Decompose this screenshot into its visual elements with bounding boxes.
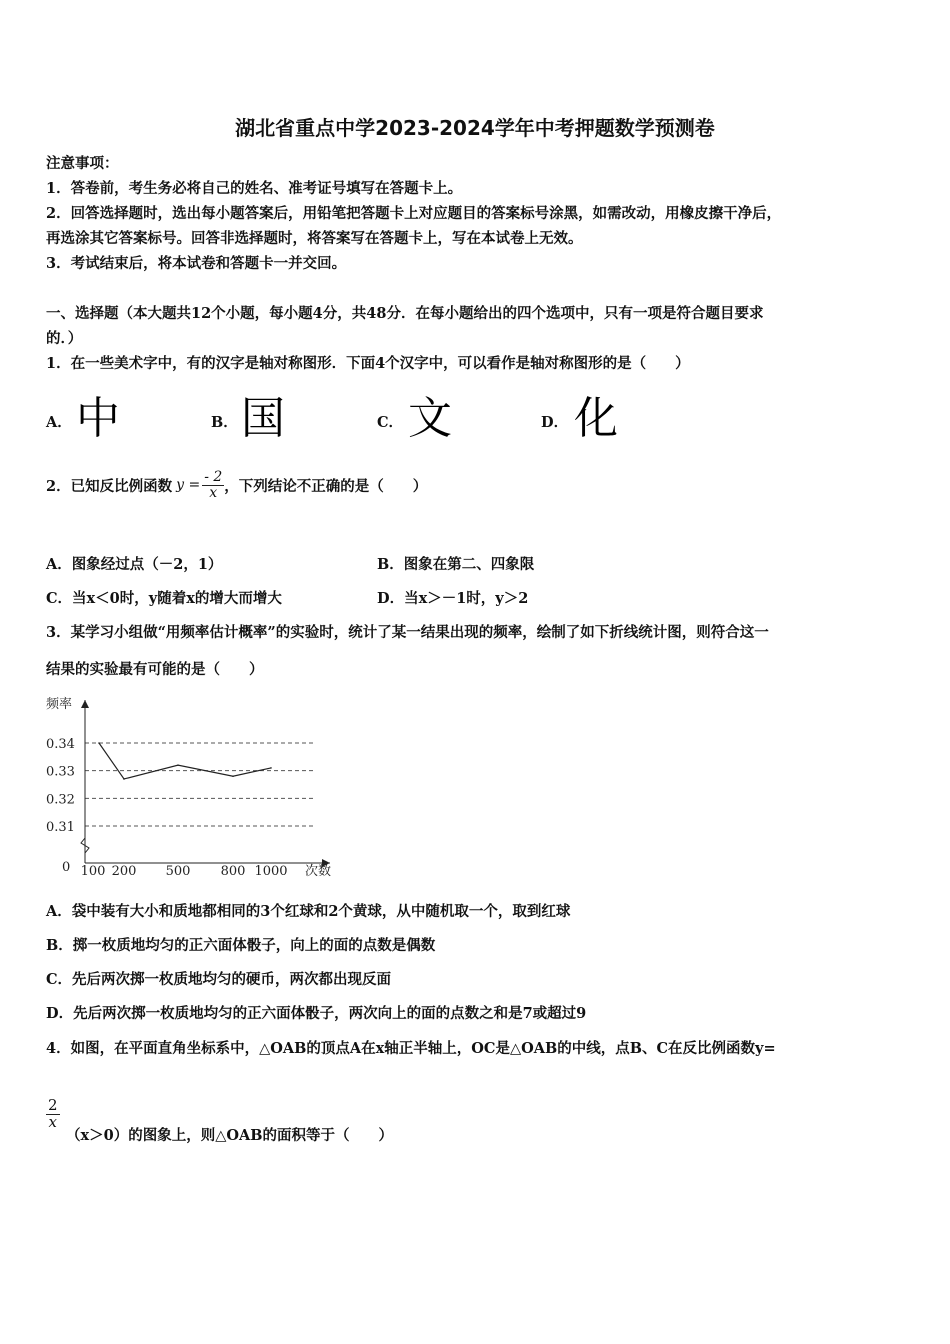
frequency-line-chart	[40, 688, 350, 883]
q4-stem-cont: （x＞0）的图象上，则△OAB的面积等于（ ）	[66, 1127, 394, 1144]
q1-stem: 1．在一些美术字中，有的汉字是轴对称图形．下面4个汉字中，可以看作是轴对称图形的是（ ）	[46, 355, 690, 372]
q3-stem: 3．某学习小组做“用频率估计概率”的实验时，统计了某一结果出现的频率，绘制了如下折线统计图，则符合这一	[46, 624, 769, 641]
q3-option-a: A．袋中装有大小和质地都相同的3个红球和2个黄球，从中随机取一个，取到红球	[46, 903, 571, 920]
q2-option-c: C．当x＜0时，y随着x的增大而增大	[46, 590, 282, 607]
q2-fraction-denominator: x	[209, 484, 218, 501]
data-point-100	[98, 742, 100, 744]
q1-option-a-char: 中	[76, 393, 120, 444]
q2-stem	[46, 470, 427, 500]
notice-item-3: 3．考试结束后，将本试卷和答题卡一并交回。	[46, 255, 347, 272]
q2-stem-after: ，下列结论不正确的是（ ）	[224, 477, 428, 495]
y-tick-label-0.33: 0.33	[46, 764, 75, 780]
q1-option-c-char: 文	[408, 393, 452, 444]
q2-option-a: A．图象经过点（－2，1）	[46, 556, 223, 573]
y-tick-label-0.34: 0.34	[46, 737, 75, 752]
x-tick-label-1000: 1000	[254, 864, 288, 879]
y-tick-label-0.32: 0.32	[46, 792, 75, 808]
data-point-500	[177, 764, 179, 766]
q3-option-c: C．先后两次掷一枚质地均匀的硬币，两次都出现反面	[46, 971, 392, 988]
q4-fraction	[46, 1098, 60, 1131]
q2-function-lhs: y =	[176, 477, 201, 494]
frequency-series-line	[99, 743, 271, 779]
notice-item-2: 2．回答选择题时，选出每小题答案后，用铅笔把答题卡上对应题目的答案标号涂黑，如需改动，用橡皮擦干净后，	[46, 205, 782, 222]
q4-fraction-body	[46, 1098, 60, 1131]
x-tick-label-200: 200	[111, 864, 137, 879]
y-axis-label: 频率	[46, 697, 73, 712]
q1-option-c-label: C．	[377, 414, 404, 431]
q2-option-d: D．当x＞－1时，y＞2	[377, 590, 529, 607]
x-tick-label-800: 800	[220, 864, 246, 879]
section-heading: 一、选择题（本大题共12个小题，每小题4分，共48分．在每小题给出的四个选项中，只有一项是符合题目要求	[46, 305, 764, 322]
page-title: 湖北省重点中学2023-2024学年中考押题数学预测卷	[235, 116, 715, 140]
q4-fraction-denominator: x	[48, 1112, 57, 1131]
q1-option-b-char: 国	[241, 393, 285, 444]
q3-option-d: D．先后两次掷一枚质地均匀的正六面体骰子，两次向上的面的点数之和是7或超过9	[46, 1005, 587, 1022]
q4-fraction-numerator: 2	[48, 1096, 58, 1114]
q2-option-b: B．图象在第二、四象限	[377, 556, 535, 573]
x-tick-label-500: 500	[165, 864, 191, 879]
q2-function-fraction	[202, 470, 224, 500]
y-axis-arrow	[81, 700, 89, 708]
q4-stem: 4．如图，在平面直角坐标系中，△OAB的顶点A在x轴正半轴上，OC是△OAB的中线，点B、C在反比例函数y=	[46, 1040, 776, 1057]
x-axis-label: 次数	[305, 864, 332, 879]
data-point-800	[232, 775, 234, 777]
section-heading-cont: 的．）	[46, 330, 83, 347]
data-point-200	[123, 778, 125, 780]
notice-heading: 注意事项：	[46, 155, 119, 172]
origin-label: 0	[62, 860, 71, 875]
q2-fraction-numerator: - 2	[204, 469, 223, 485]
notice-item-1: 1．答卷前，考生务必将自己的姓名、准考证号填写在答题卡上。	[46, 180, 463, 197]
q1-option-d-label: D．	[541, 414, 569, 431]
y-tick-label-0.31: 0.31	[46, 820, 75, 835]
q1-option-a-label: A．	[46, 414, 72, 431]
q3-stem-cont: 结果的实验最有可能的是（ ）	[46, 661, 264, 678]
q1-option-d-char: 化	[574, 393, 618, 444]
x-tick-label-100: 100	[80, 864, 106, 879]
q1-option-b-label: B．	[211, 414, 238, 431]
notice-item-2-cont: 再选涂其它答案标号。回答非选择题时，将答案写在答题卡上，写在本试卷上无效。	[46, 230, 583, 247]
q3-option-b: B．掷一枚质地均匀的正六面体骰子，向上的面的点数是偶数	[46, 937, 436, 954]
data-point-1000	[270, 767, 272, 769]
q2-stem-before: 2．已知反比例函数	[46, 477, 173, 495]
